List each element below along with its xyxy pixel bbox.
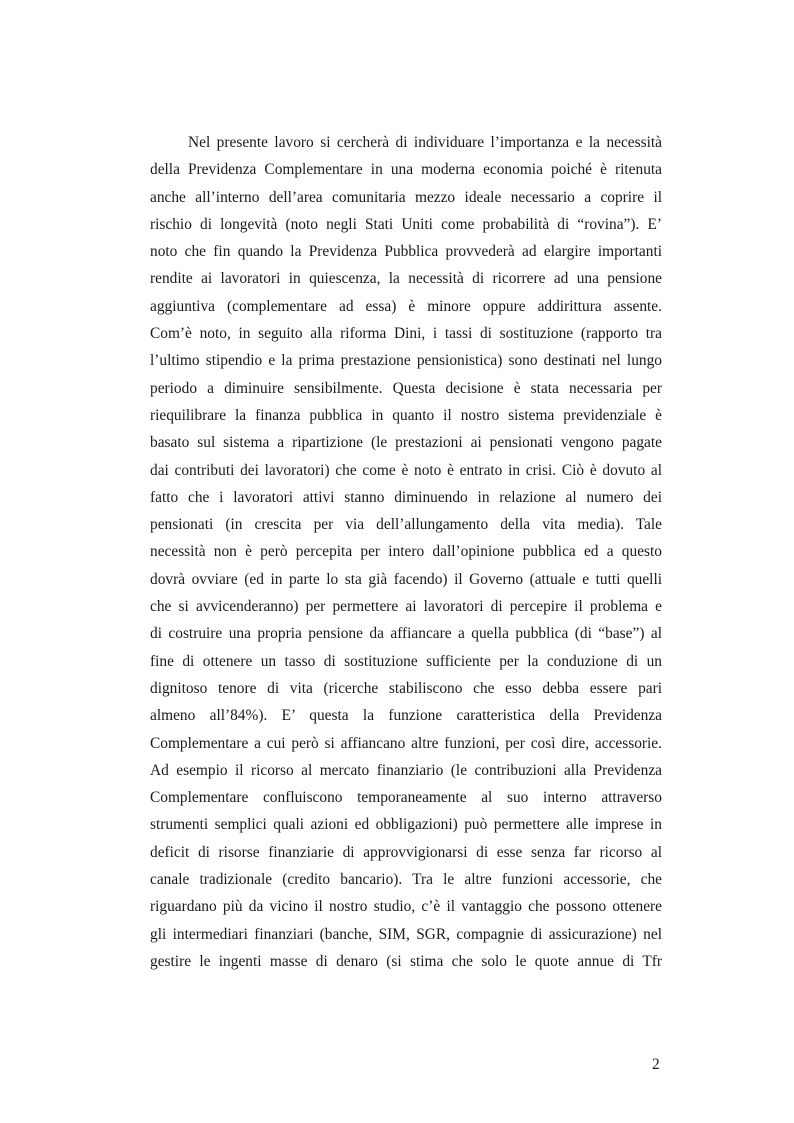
paragraph-line: che si avvicenderanno) per permettere ai lavoratori di percepire il problema e [150,598,662,616]
paragraph-line: rischio di longevità (noto negli Stati Uniti come probabilità di “rovina”). E’ [150,215,662,233]
paragraph-line: di costruire una propria pensione da affiancare a quella pubblica (di “base”) al [150,625,662,643]
paragraph-line: periodo a diminuire sensibilmente. Questa decisione è stata necessaria per [150,379,662,397]
paragraph-line: dai contributi dei lavoratori) che come è noto è entrato in crisi. Ciò è dovuto al [150,461,662,479]
paragraph-line: noto che fin quando la Previdenza Pubblica provvederà ad elargire importanti [150,243,662,261]
paragraph-line: Complementare confluiscono temporaneamente al suo interno attraverso [150,789,662,807]
paragraph-line: deficit di risorse finanziarie di approvvigionarsi di esse senza far ricorso al [150,843,662,861]
paragraph-line: canale tradizionale (credito bancario). Tra le altre funzioni accessorie, che [150,871,662,889]
paragraph-line: basato sul sistema a ripartizione (le prestazioni ai pensionati vengono pagate [150,434,662,452]
paragraph-line: aggiuntiva (complementare ad essa) è minore oppure addirittura assente. [150,297,662,315]
body-paragraph [150,129,662,975]
paragraph-line: l’ultimo stipendio e la prima prestazione pensionistica) sono destinati nel lungo [150,352,662,370]
paragraph-line: Com’è noto, in seguito alla riforma Dini, i tassi di sostituzione (rapporto tra [150,325,662,343]
paragraph-line: della Previdenza Complementare in una moderna economia poiché è ritenuta [150,161,662,179]
paragraph-line: gestire le ingenti masse di denaro (si stima che solo le quote annue di Tfr [150,952,662,970]
paragraph-line: dignitoso tenore di vita (ricerche stabiliscono che esso debba essere pari [150,679,662,697]
paragraph-line: rendite ai lavoratori in quiescenza, la necessità di ricorrere ad una pensione [150,270,662,288]
paragraph-line: strumenti semplici quali azioni ed obbligazioni) può permettere alle imprese in [150,816,662,834]
paragraph-line: fine di ottenere un tasso di sostituzione sufficiente per la conduzione di un [150,652,662,670]
paragraph-line: riequilibrare la finanza pubblica in quanto il nostro sistema previdenziale è [150,406,662,424]
paragraph-line: anche all’interno dell’area comunitaria mezzo ideale necessario a coprire il [150,188,662,206]
paragraph-line: Complementare a cui però si affiancano altre funzioni, per così dire, accessorie. [150,734,662,752]
paragraph-line: gli intermediari finanziari (banche, SIM, SGR, compagnie di assicurazione) nel [150,925,662,943]
page-number: 2 [652,1056,660,1073]
paragraph-line: riguardano più da vicino il nostro studio, c’è il vantaggio che possono ottenere [150,898,662,916]
paragraph-line: Ad esempio il ricorso al mercato finanziario (le contribuzioni alla Previdenza [150,761,662,779]
paragraph-line: Nel presente lavoro si cercherà di individuare l’importanza e la necessità [188,134,662,151]
paragraph-line: dovrà ovviare (ed in parte lo sta già facendo) il Governo (attuale e tutti quelli [150,570,662,588]
paragraph-line: pensionati (in crescita per via dell’allungamento della vita media). Tale [150,516,662,534]
paragraph-line: almeno all’84%). E’ questa la funzione caratteristica della Previdenza [150,707,662,725]
paragraph-line: necessità non è però percepita per intero dall’opinione pubblica ed a questo [150,543,662,561]
paragraph-line: fatto che i lavoratori attivi stanno diminuendo in relazione al numero dei [150,488,662,506]
